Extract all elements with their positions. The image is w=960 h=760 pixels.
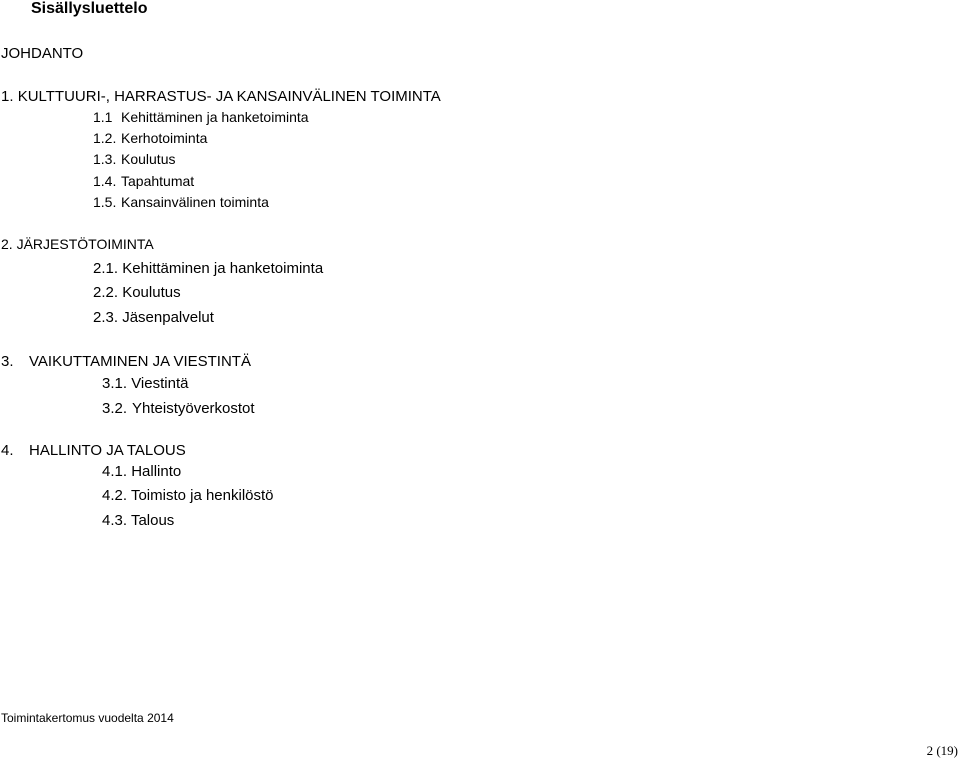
section-number: 4. [1,442,14,459]
toc-subsection-3-1 [102,376,188,391]
toc-subsection-4-1 [102,464,181,479]
toc-subsection-3-2 [102,401,255,416]
subsection-number: 4.1. [102,463,128,480]
section-title: JÄRJESTÖTOIMINTA [16,236,154,252]
subsection-number: 1.1 [93,109,113,125]
toc-subsection-1-4 [93,174,194,188]
subsection-title: Hallinto [131,463,182,480]
subsection-title: Viestintä [131,375,189,392]
toc-subsection-4-3 [102,513,174,528]
subsection-title: Koulutus [122,284,181,301]
section-number: 3. [1,353,14,370]
subsection-title: Jäsenpalvelut [122,309,214,326]
footer-text: Toimintakertomus vuodelta 2014 [1,711,174,725]
toc-section-3 [1,354,251,369]
toc-subsection-2-3 [93,310,214,325]
subsection-title: Tapahtumat [121,173,195,189]
subsection-number: 1.2. [93,130,117,146]
subsection-number: 2.2. [93,284,119,301]
subsection-number: 4.2. [102,487,128,504]
subsection-number: 1.5. [93,194,117,210]
subsection-title: Talous [130,512,175,529]
subsection-title: Kerhotoiminta [121,130,208,146]
section-title: HALLINTO JA TALOUS [29,442,186,459]
section-number: 1. [1,88,14,105]
subsection-title: Koulutus [121,151,176,167]
toc-section-2 [1,237,154,251]
subsection-title: Kehittäminen ja hanketoiminta [121,109,309,125]
toc-subsection-1-1 [93,110,309,124]
toc-subsection-2-1 [93,261,323,276]
subsection-number: 1.3. [93,151,117,167]
toc-section-1 [1,89,441,104]
toc-subsection-1-2 [93,131,207,145]
subsection-number: 4.3. [102,512,128,529]
subsection-number: 2.3. [93,309,119,326]
section-number: 2. [1,236,13,252]
subsection-number: 2.1. [93,260,119,277]
subsection-number: 1.4. [93,173,117,189]
subsection-title: Kehittäminen ja hanketoiminta [122,260,324,277]
subsection-number: 3.1. [102,375,128,392]
toc-section-4 [1,443,186,458]
subsection-title: Toimisto ja henkilöstö [130,487,274,504]
section-title: VAIKUTTAMINEN JA VIESTINTÄ [29,353,251,370]
section-title: KULTTUURI-, HARRASTUS- JA KANSAINVÄLINEN TOIMINTA [17,88,441,105]
toc-intro: JOHDANTO [1,45,84,62]
subsection-title: Yhteistyöverkostot [132,400,255,417]
subsection-number: 3.2. [102,400,128,417]
toc-subsection-1-5 [93,195,269,209]
toc-heading: Sisällysluettelo [31,0,148,17]
toc-subsection-4-2 [102,488,274,503]
page-number: 2 (19) [926,743,958,758]
toc-subsection-1-3 [93,152,175,166]
toc-subsection-2-2 [93,285,181,300]
subsection-title: Kansainvälinen toiminta [121,194,269,210]
